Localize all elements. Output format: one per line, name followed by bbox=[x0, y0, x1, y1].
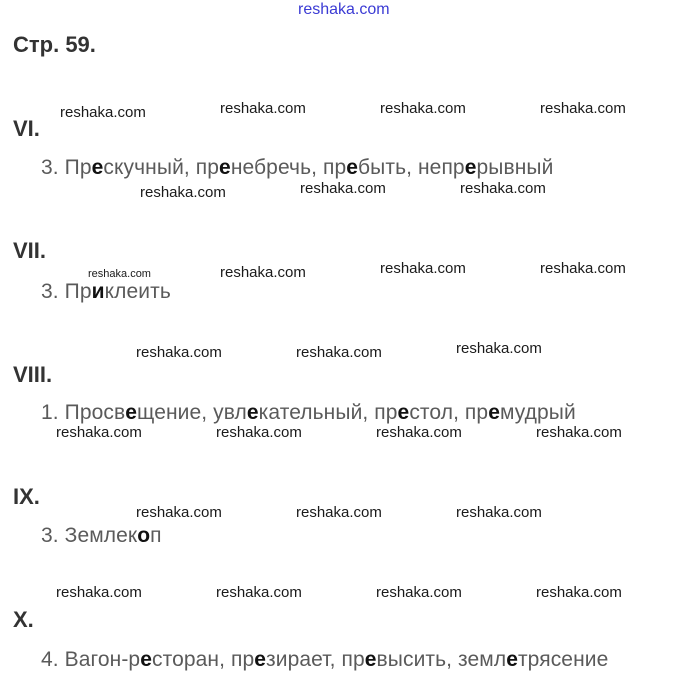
watermark: reshaka.com bbox=[60, 104, 146, 121]
answer-text: Прескучный, пренебречь, пребыть, непрерывный bbox=[64, 156, 554, 179]
highlighted-letter: и bbox=[91, 280, 105, 303]
watermark: reshaka.com bbox=[88, 268, 151, 280]
highlighted-letter: е bbox=[364, 648, 377, 671]
answer-text: Просвещение, увлекательный, престол, премудрый bbox=[64, 401, 576, 424]
highlighted-letter: е bbox=[506, 648, 518, 671]
answer-text: Землекоп bbox=[64, 524, 162, 547]
watermark: reshaka.com bbox=[136, 504, 222, 521]
highlighted-letter: е bbox=[488, 401, 500, 424]
watermark: reshaka.com bbox=[380, 100, 466, 117]
watermark: reshaka.com bbox=[376, 424, 462, 441]
highlighted-letter: е bbox=[219, 156, 231, 179]
watermark: reshaka.com bbox=[540, 260, 626, 277]
watermark: reshaka.com bbox=[456, 340, 542, 357]
watermark: reshaka.com bbox=[140, 184, 226, 201]
watermark: reshaka.com bbox=[536, 584, 622, 601]
watermark: reshaka.com bbox=[380, 260, 466, 277]
answer-vi bbox=[41, 156, 553, 180]
answer-number: 3. bbox=[41, 524, 59, 547]
highlighted-letter: е bbox=[91, 156, 104, 179]
highlighted-letter: е bbox=[397, 401, 410, 424]
section-heading-ix: IX. bbox=[13, 484, 40, 509]
answer-text: Приклеить bbox=[64, 280, 171, 303]
highlighted-letter: е bbox=[246, 401, 259, 424]
watermark: reshaka.com bbox=[216, 584, 302, 601]
watermark: reshaka.com bbox=[300, 180, 386, 197]
answer-ix bbox=[41, 524, 162, 548]
highlighted-letter: е bbox=[140, 648, 152, 671]
watermark: reshaka.com bbox=[296, 344, 382, 361]
section-heading-x: X. bbox=[13, 607, 34, 632]
answer-viii bbox=[41, 401, 576, 425]
watermark: reshaka.com bbox=[56, 424, 142, 441]
watermark: reshaka.com bbox=[540, 100, 626, 117]
site-header[interactable]: reshaka.com bbox=[298, 1, 390, 18]
watermark: reshaka.com bbox=[456, 504, 542, 521]
watermark: reshaka.com bbox=[536, 424, 622, 441]
section-heading-vii: VII. bbox=[13, 238, 47, 263]
watermark: reshaka.com bbox=[56, 584, 142, 601]
section-heading-vi: VI. bbox=[13, 116, 40, 141]
watermark: reshaka.com bbox=[296, 504, 382, 521]
watermark: reshaka.com bbox=[460, 180, 546, 197]
section-heading-viii: VIII. bbox=[13, 362, 53, 387]
highlighted-letter: е bbox=[464, 156, 477, 179]
highlighted-letter: е bbox=[254, 648, 267, 671]
answer-number: 1. bbox=[41, 401, 59, 424]
answer-text: Вагон-ресторан, презирает, превысить, землетрясение bbox=[64, 648, 609, 671]
watermark: reshaka.com bbox=[220, 264, 306, 281]
watermark: reshaka.com bbox=[216, 424, 302, 441]
answer-x bbox=[41, 648, 608, 672]
watermark: reshaka.com bbox=[376, 584, 462, 601]
watermark: reshaka.com bbox=[220, 100, 306, 117]
highlighted-letter: о bbox=[137, 524, 151, 547]
answer-vii bbox=[41, 280, 171, 304]
highlighted-letter: е bbox=[125, 401, 138, 424]
answer-number: 3. bbox=[41, 280, 59, 303]
answer-number: 3. bbox=[41, 156, 59, 179]
page-title: Стр. 59. bbox=[13, 32, 96, 57]
highlighted-letter: е bbox=[346, 156, 359, 179]
watermark: reshaka.com bbox=[136, 344, 222, 361]
answer-number: 4. bbox=[41, 648, 59, 671]
